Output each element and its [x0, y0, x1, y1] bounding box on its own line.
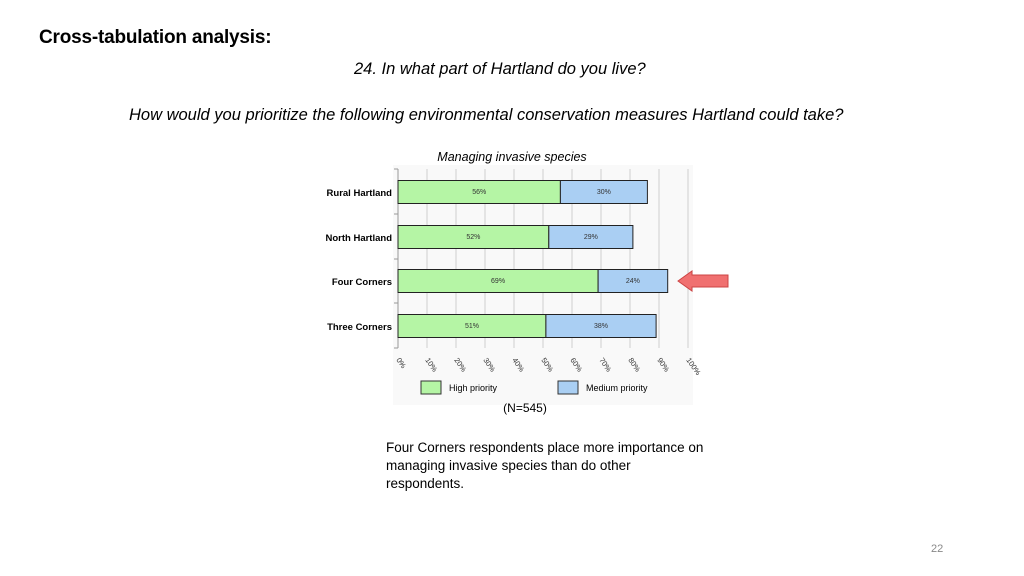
legend-swatch-high: [421, 381, 441, 394]
data-label: 69%: [491, 278, 506, 285]
data-label: 38%: [593, 323, 609, 330]
x-tick-label: 90%: [655, 355, 672, 374]
slide-title: Cross-tabulation analysis:: [39, 27, 272, 48]
data-label: 24%: [625, 278, 640, 285]
legend-swatch-medium: [558, 381, 578, 394]
x-tick-label: 20%: [452, 355, 469, 374]
sample-size-note: (N=545): [503, 401, 547, 415]
data-label: 56%: [472, 189, 487, 196]
category-label: Four Corners: [331, 277, 392, 288]
page-number: 22: [931, 543, 944, 555]
category-label: Three Corners: [327, 322, 392, 333]
x-tick-label: 50%: [539, 355, 556, 374]
x-tick-label: 80%: [626, 355, 643, 374]
x-tick-label: 10%: [423, 355, 440, 374]
question-priority: How would you prioritize the following environmental conservation measures Hartland could take?: [129, 106, 844, 124]
legend-label-medium: Medium priority: [586, 383, 648, 393]
data-label: 52%: [466, 234, 481, 241]
data-label: 29%: [583, 234, 598, 241]
x-tick-label: 60%: [568, 355, 585, 374]
chart-title: Managing invasive species: [437, 150, 587, 164]
x-tick-label: 70%: [597, 355, 614, 374]
question-location: 24. In what part of Hartland do you live?: [354, 60, 646, 78]
x-tick-label: 30%: [481, 355, 498, 374]
legend-label-high: High priority: [449, 383, 498, 393]
data-label: 51%: [464, 323, 479, 330]
x-tick-label: 40%: [510, 355, 527, 374]
data-label: 30%: [596, 189, 611, 196]
x-tick-label: 0%: [394, 355, 408, 371]
x-tick-label: 100%: [684, 355, 703, 377]
category-label: North Hartland: [325, 233, 392, 244]
category-label: Rural Hartland: [326, 188, 392, 199]
analysis-note: Four Corners respondents place more importance on managing invasive species than do other respondents.: [386, 440, 704, 491]
